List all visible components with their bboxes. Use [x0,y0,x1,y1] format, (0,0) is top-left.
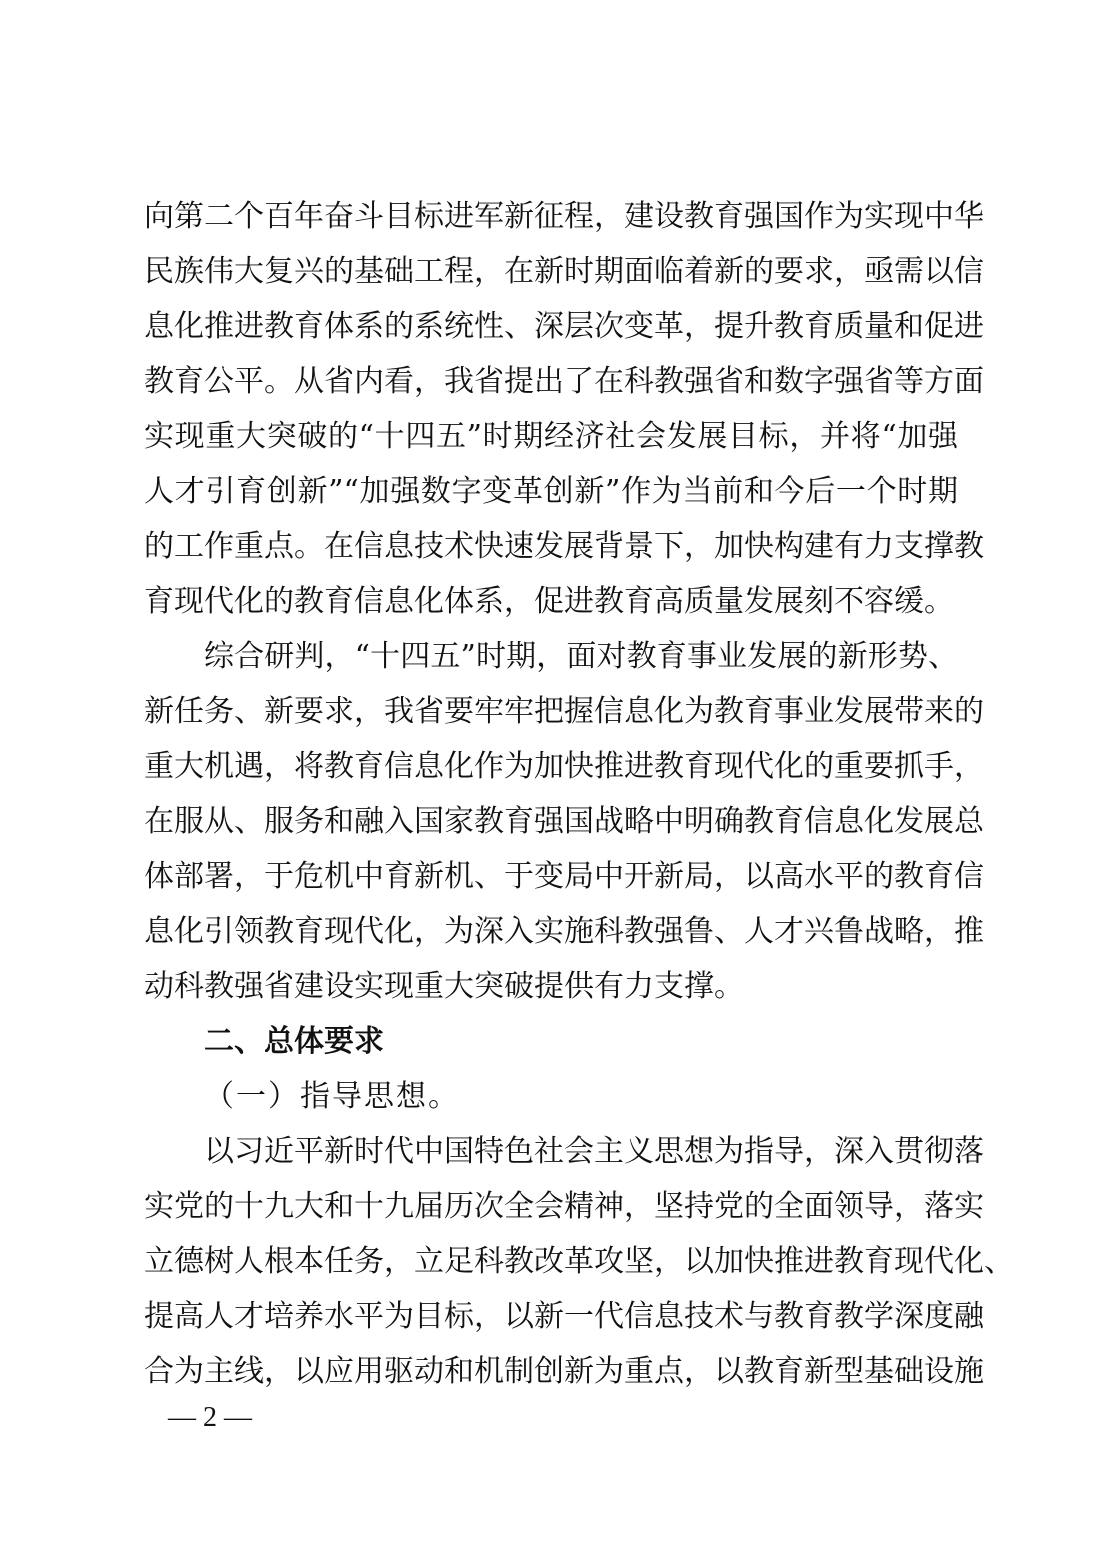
paragraph-2-line-2: 新任务、新要求，我省要牢牢把握信息化为教育事业发展带来的 [144,694,984,729]
paragraph-1-line-4: 教育公平。从省内看，我省提出了在科教强省和数字强省等方面 [144,364,984,399]
paragraph-2-line-5: 体部署，于危机中育新机、于变局中开新局，以高水平的教育信 [144,859,984,894]
paragraph-1-line-8: 育现代化的教育信息化体系，促进教育高质量发展刻不容缓。 [144,584,954,619]
paragraph-1-line-3: 息化推进教育体系的系统性、深层次变革，提升教育质量和促进 [144,309,984,344]
paragraph-2-line-4: 在服从、服务和融入国家教育强国战略中明确教育信息化发展总 [144,804,984,839]
paragraph-2-line-3: 重大机遇，将教育信息化作为加快推进教育现代化的重要抓手， [144,749,984,784]
paragraph-3-line-2: 实党的十九大和十九届历次全会精神，坚持党的全面领导，落实 [144,1189,984,1224]
paragraph-3-line-3: 立德树人根本任务，立足科教改革攻坚，以加快推进教育现代化、 [144,1244,1014,1279]
page-number: — 2 — [168,1402,252,1433]
paragraph-1-line-7: 的工作重点。在信息技术快速发展背景下，加快构建有力支撑教 [144,529,984,564]
section-heading: 二、总体要求 [204,1024,384,1059]
paragraph-3-line-5: 合为主线，以应用驱动和机制创新为重点，以教育新型基础设施 [144,1354,984,1389]
paragraph-2-line-6: 息化引领教育现代化，为深入实施科教强鲁、人才兴鲁战略，推 [144,914,984,949]
paragraph-1-line-5: 实现重大突破的“十四五”时期经济社会发展目标，并将“加强 [144,419,958,454]
paragraph-1-line-6: 人才引育创新”“加强数字变革创新”作为当前和今后一个时期 [144,474,958,509]
paragraph-3-line-1: 以习近平新时代中国特色社会主义思想为指导，深入贯彻落 [204,1134,984,1169]
paragraph-1-line-2: 民族伟大复兴的基础工程，在新时期面临着新的要求，亟需以信 [144,254,984,289]
paragraph-1-line-1: 向第二个百年奋斗目标进军新征程，建设教育强国作为实现中华 [144,199,984,234]
paragraph-2-line-7: 动科教强省建设实现重大突破提供有力支撑。 [144,969,744,1004]
paragraph-3-line-4: 提高人才培养水平为目标，以新一代信息技术与教育教学深度融 [144,1299,984,1334]
paragraph-2-line-1: 综合研判，“十四五”时期，面对教育事业发展的新形势、 [204,639,958,674]
subsection-heading: （一）指导思想。 [204,1079,460,1114]
